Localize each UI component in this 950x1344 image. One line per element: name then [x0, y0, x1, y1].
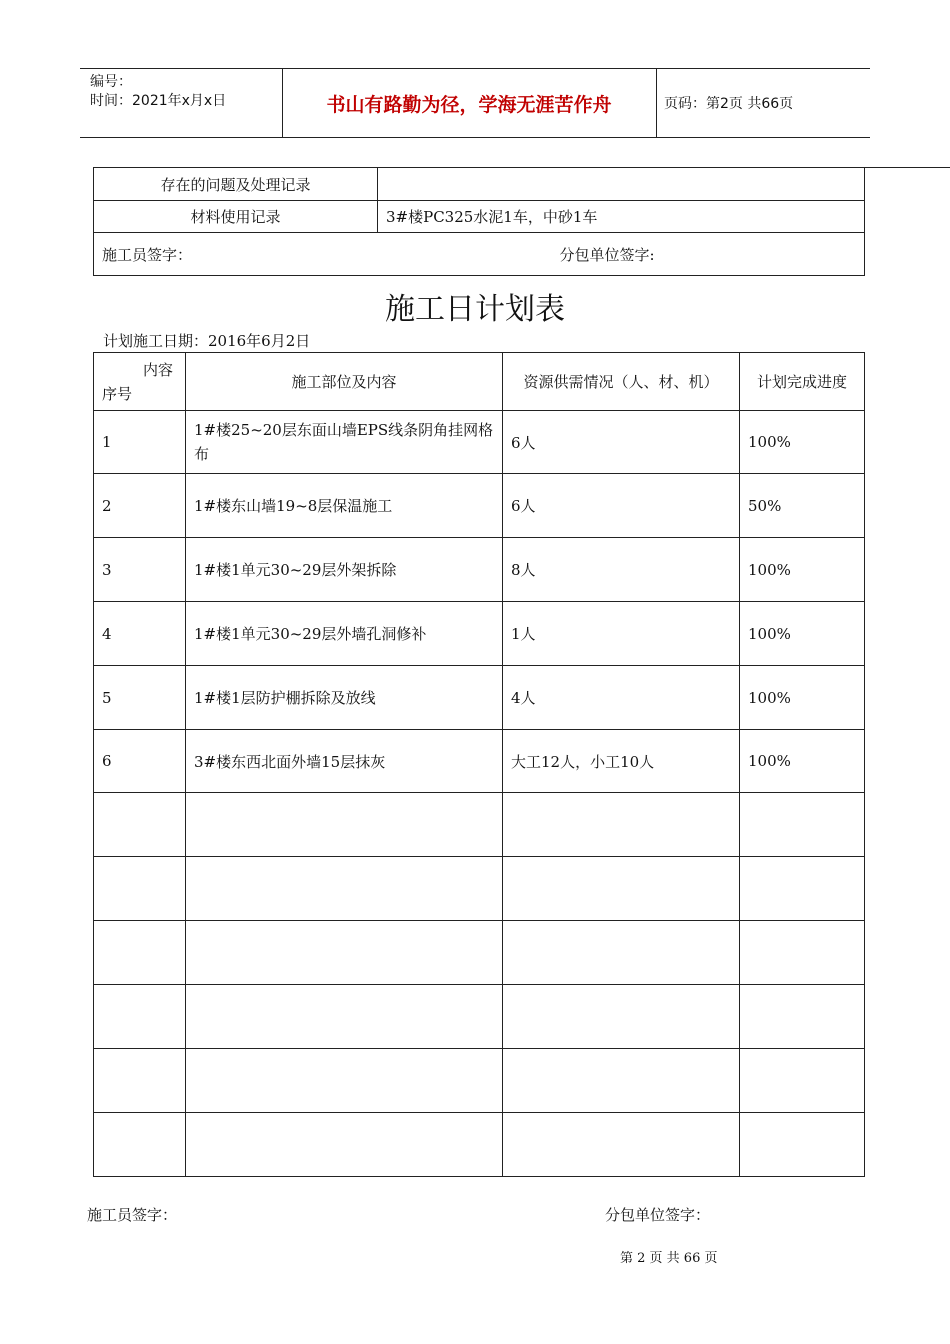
problem-label: 存在的问题及处理记录	[94, 168, 378, 201]
table-row	[94, 538, 865, 602]
bottom-builder-signature: 施工员签字：	[87, 1206, 178, 1224]
row-location: 1#楼1单元30~29层外墙孔洞修补	[186, 602, 503, 666]
bottom-subcontractor-signature: 分包单位签字：	[605, 1206, 711, 1224]
header-divider	[656, 69, 657, 137]
material-value: 3#楼PC325水泥1车，中砂1车	[378, 201, 865, 233]
row-resources: 8人	[503, 538, 740, 602]
table-row	[94, 474, 865, 538]
problem-value	[378, 168, 865, 201]
table-row	[94, 602, 865, 666]
row-seq: 1	[94, 411, 186, 474]
builder-signature-label: 施工员签字：	[102, 245, 193, 264]
header-motto: 书山有路勤为径，学海无涯苦作舟	[326, 93, 612, 116]
table-row	[94, 730, 865, 793]
empty-row	[94, 857, 865, 921]
header-seq-label: 序号	[102, 385, 133, 403]
row-progress: 100%	[740, 730, 865, 793]
footer-page-number: 第 2 页 共 66 页	[620, 1251, 718, 1266]
row-progress: 100%	[740, 602, 865, 666]
empty-row	[94, 793, 865, 857]
table-row	[94, 666, 865, 730]
row-location: 1#楼1单元30~29层外架拆除	[186, 538, 503, 602]
header-seq-cell	[94, 353, 186, 411]
empty-row	[94, 1113, 865, 1177]
header-progress: 计划完成进度	[740, 353, 865, 411]
row-seq: 2	[94, 474, 186, 538]
table-row	[94, 411, 865, 474]
header-page-number: 页码：第2页 共66页	[664, 96, 794, 112]
row-progress: 100%	[740, 538, 865, 602]
header-meta	[90, 73, 226, 111]
row-progress: 50%	[740, 474, 865, 538]
page-header	[80, 68, 870, 138]
row-progress: 100%	[740, 411, 865, 474]
document-number: 编号：	[90, 74, 132, 90]
header-location: 施工部位及内容	[186, 353, 503, 411]
plan-table-header	[94, 353, 865, 411]
row-location: 1#楼1层防护棚拆除及放线	[186, 666, 503, 730]
table-edge-line	[864, 167, 950, 168]
row-seq: 4	[94, 602, 186, 666]
row-progress: 100%	[740, 666, 865, 730]
row-location: 1#楼东山墙19~8层保温施工	[186, 474, 503, 538]
plan-title: 施工日计划表	[385, 292, 565, 327]
row-resources: 4人	[503, 666, 740, 730]
record-table	[93, 167, 865, 276]
row-resources: 大工12人，小工10人	[503, 730, 740, 793]
row-seq: 3	[94, 538, 186, 602]
material-label: 材料使用记录	[94, 201, 378, 233]
row-seq: 5	[94, 666, 186, 730]
empty-row	[94, 985, 865, 1049]
header-resources: 资源供需情况（人、材、机）	[503, 353, 740, 411]
row-location: 1#楼25~20层东面山墙EPS线条阴角挂网格布	[186, 411, 503, 474]
row-resources: 6人	[503, 474, 740, 538]
row-seq: 6	[94, 730, 186, 793]
row-location: 3#楼东西北面外墙15层抹灰	[186, 730, 503, 793]
row-resources: 6人	[503, 411, 740, 474]
row-resources: 1人	[503, 602, 740, 666]
empty-row	[94, 921, 865, 985]
plan-table	[93, 352, 865, 1177]
subcontractor-signature-label: 分包单位签字:	[559, 245, 655, 264]
document-time: 时间：2021年x月x日	[90, 93, 227, 109]
record-signatures	[94, 233, 865, 276]
plan-date: 计划施工日期：2016年6月2日	[103, 332, 311, 350]
header-content-label: 内容	[142, 361, 173, 379]
empty-row	[94, 1049, 865, 1113]
